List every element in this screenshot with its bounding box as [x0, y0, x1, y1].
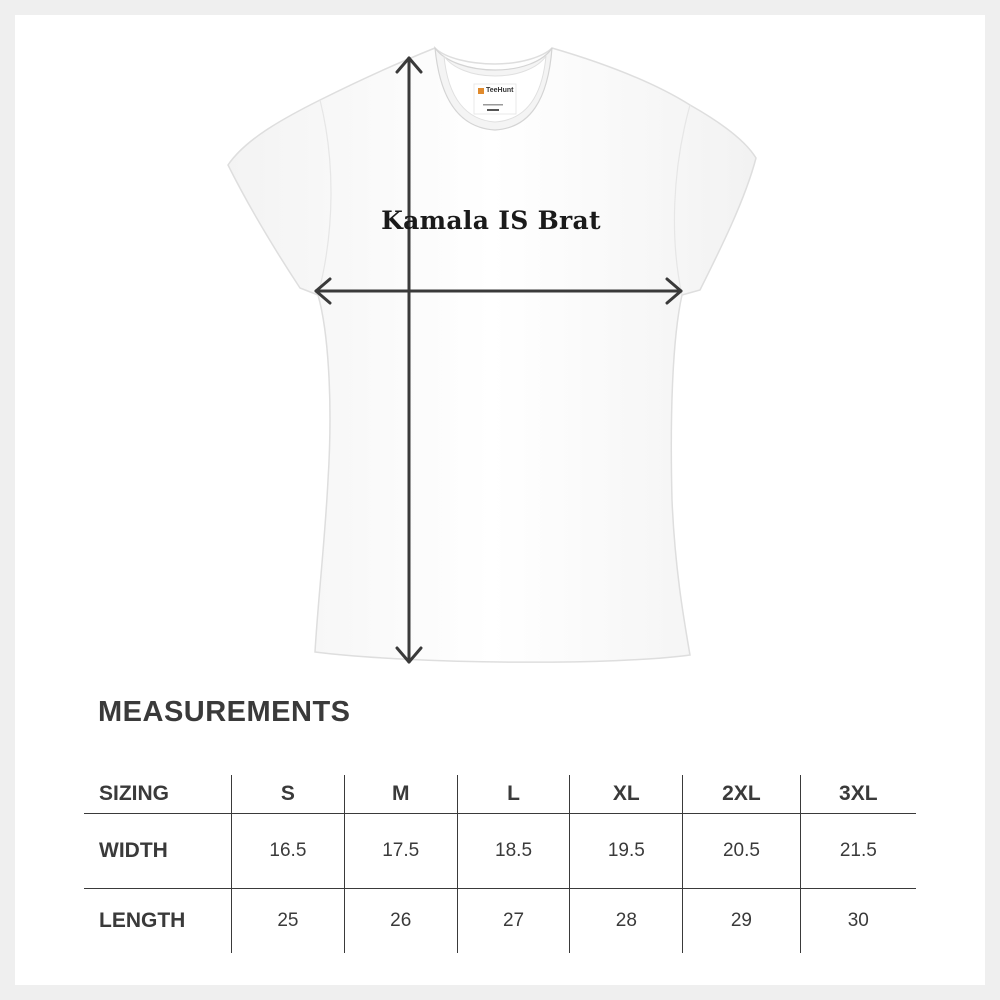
sizing-label: SIZING [99, 782, 170, 805]
size-header: 2XL [683, 775, 800, 814]
size-header: 3XL [800, 775, 916, 814]
width-value: 21.5 [800, 814, 916, 889]
width-row [84, 814, 916, 889]
length-row [84, 889, 916, 954]
length-value: 29 [683, 889, 800, 954]
tshirt-body [228, 48, 756, 662]
width-value: 16.5 [232, 814, 345, 889]
size-header: S [232, 775, 345, 814]
length-value: 28 [570, 889, 683, 954]
row-label: WIDTH [99, 839, 168, 862]
length-value: 30 [800, 889, 916, 954]
width-value: 17.5 [344, 814, 457, 889]
size-header: L [457, 775, 570, 814]
length-value: 26 [344, 889, 457, 954]
size-header: XL [570, 775, 683, 814]
size-table [84, 775, 916, 953]
row-label: LENGTH [99, 909, 186, 932]
measurements-title: MEASUREMENTS [98, 696, 351, 728]
length-value: 27 [457, 889, 570, 954]
size-header-row [84, 775, 916, 814]
width-value: 18.5 [457, 814, 570, 889]
length-value: 25 [232, 889, 345, 954]
width-value: 20.5 [683, 814, 800, 889]
shirt-print-text: Kamala IS Brat [381, 206, 601, 235]
size-header: M [344, 775, 457, 814]
tag-brand-label: TeeHunt [486, 87, 514, 94]
width-value: 19.5 [570, 814, 683, 889]
